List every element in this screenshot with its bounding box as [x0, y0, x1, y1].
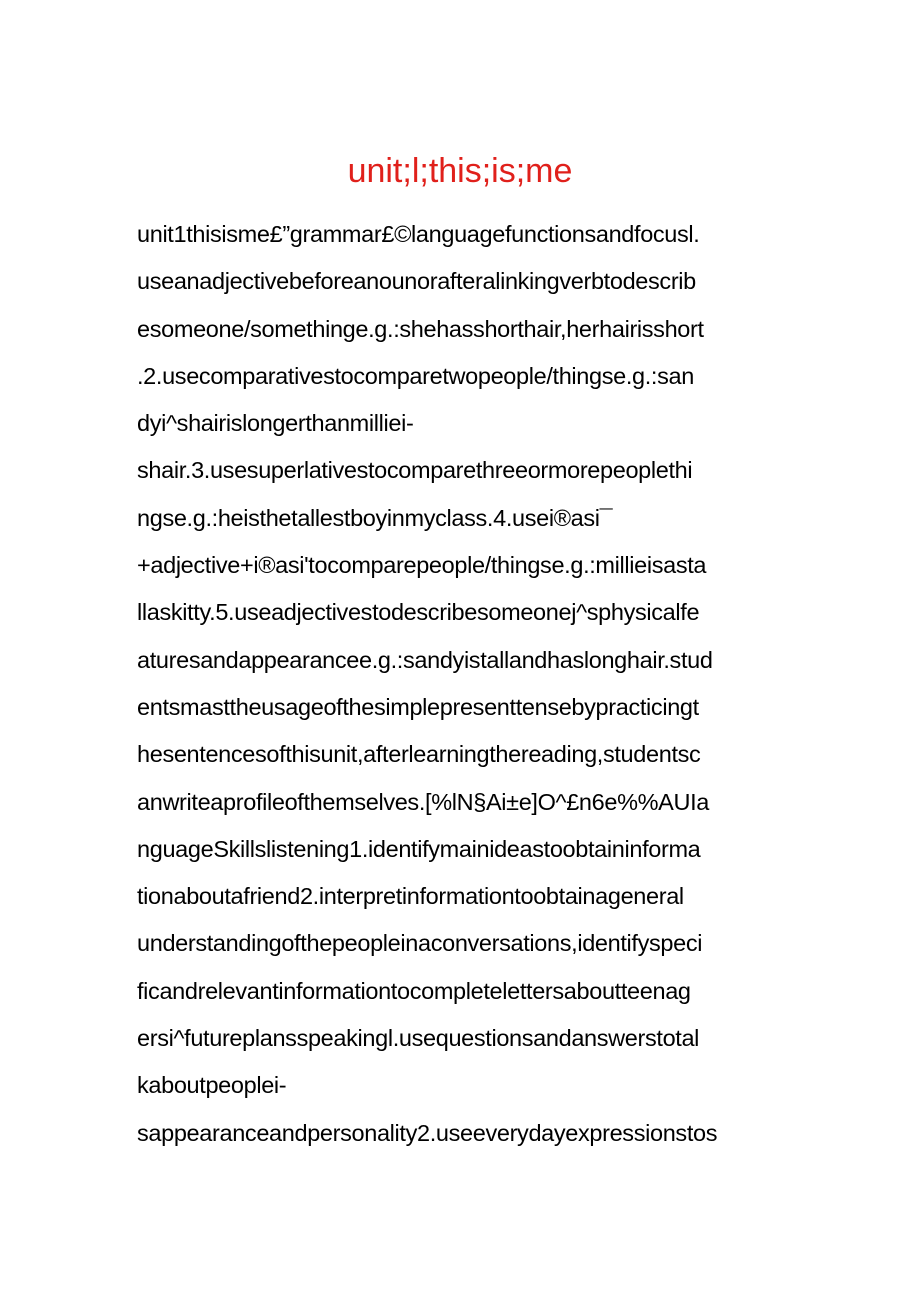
document-title: unit;l;this;is;me [347, 152, 573, 190]
body-line: esomeone/somethinge.g.:shehasshorthair,herhairisshort [137, 315, 704, 342]
body-line: .2.usecomparativestocomparetwopeople/thingse.g.:san [137, 362, 694, 389]
body-line: dyi^shairislongerthanmilliei- [137, 410, 414, 437]
body-line: llaskitty.5.useadjectivestodescribesomeonej^sphysicalfe [137, 599, 700, 626]
body-line: sappearanceandpersonality2.useeverydayexpressionstos [137, 1119, 718, 1146]
body-line: kaboutpeoplei- [137, 1072, 287, 1099]
body-line: ngse.g.:heisthetallestboyinmyclass.4.usei®asi¯ [137, 504, 613, 531]
body-line: ersi^futureplansspeakingl.usequestionsandanswerstotal [137, 1025, 700, 1052]
document-body [137, 211, 797, 1157]
body-line: hesentencesofthisunit,afterlearningthereading,studentsc [137, 741, 701, 768]
body-line: aturesandappearancee.g.:sandyistallandhaslonghair.stud [137, 646, 713, 673]
body-line: nguageSkillslistening1.identifymainideastoobtaininforma [137, 835, 701, 862]
body-line: entsmasttheusageofthesimplepresenttensebypracticingt [137, 693, 699, 720]
body-line: understandingofthepeopleinaconversations,identifyspeci [137, 930, 703, 957]
body-line: unit1thisisme£”grammar£©languagefunctionsandfocusl. [137, 221, 700, 247]
body-line: shair.3.usesuperlativestocomparethreeormorepeoplethi [137, 457, 693, 484]
body-line: +adjective+i®asi'tocomparepeople/thingse.g.:millieisasta [137, 552, 707, 579]
body-line: tionaboutafriend2.interpretinformationtoobtainageneral [137, 883, 684, 910]
body-line: ficandrelevantinformationtocompletelettersaboutteenag [137, 977, 691, 1004]
body-line: useanadjectivebeforeanounorafteralinkingverbtodescrib [137, 268, 696, 295]
body-line: anwriteaprofileofthemselves.[%lN§Ai±e]O^£n6e%%AUIa [137, 788, 710, 815]
